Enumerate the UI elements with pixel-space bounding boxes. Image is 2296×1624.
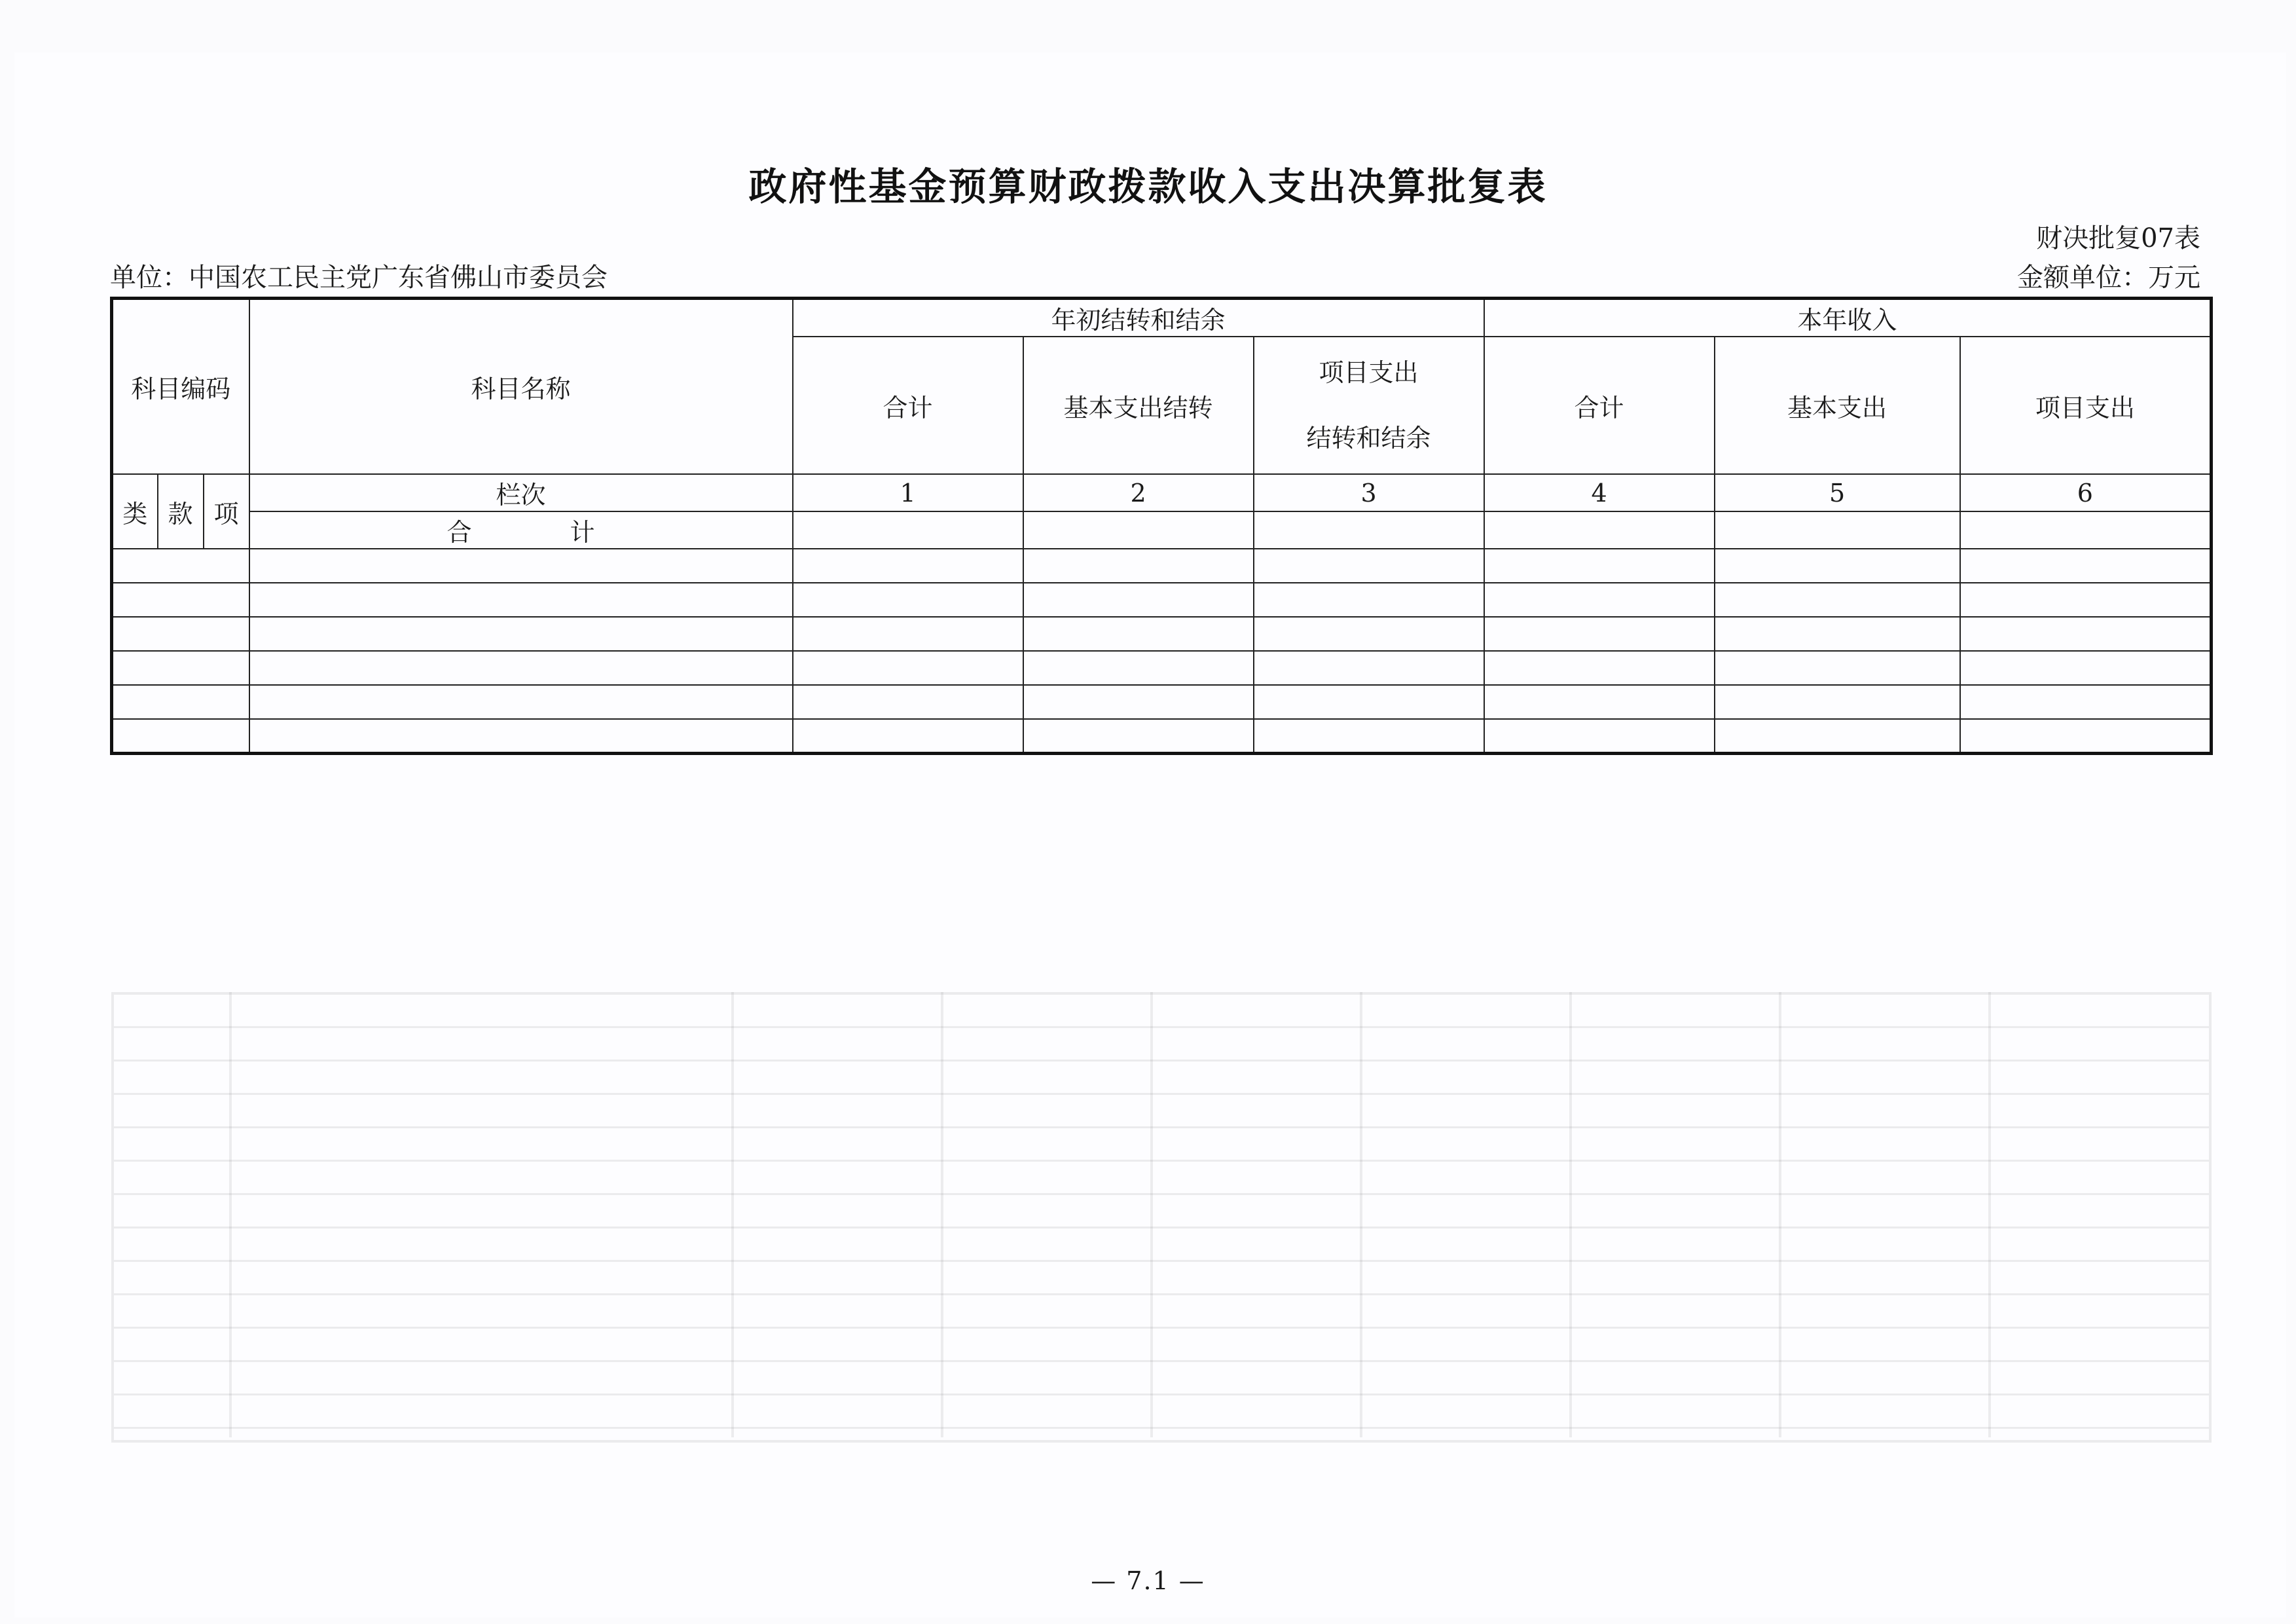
header-subject-code: 科目编码 bbox=[112, 299, 249, 475]
header-carry-total: 合计 bbox=[793, 337, 1023, 474]
table-cell bbox=[1023, 511, 1254, 549]
table-row bbox=[112, 651, 2212, 685]
form-number: 财决批复07表 bbox=[2036, 223, 2200, 253]
header-xiang: 项 bbox=[204, 474, 249, 549]
table-row bbox=[112, 617, 2212, 651]
table-cell bbox=[1484, 511, 1715, 549]
header-lei: 类 bbox=[112, 474, 158, 549]
header-project-carry-line2: 结转和结余 bbox=[1306, 424, 1431, 452]
header-group-carryover: 年初结转和结余 bbox=[793, 299, 1484, 337]
approval-table bbox=[110, 297, 2213, 755]
header-project-carry-line1: 项目支出 bbox=[1319, 358, 1419, 387]
header-group-income: 本年收入 bbox=[1484, 299, 2212, 337]
header-income-total: 合计 bbox=[1484, 337, 1715, 474]
reporting-unit: 单位：中国农工民主党广东省佛山市委员会 bbox=[110, 263, 608, 293]
table-row bbox=[112, 685, 2212, 719]
header-basic-expense: 基本支出 bbox=[1715, 337, 1960, 474]
reverse-side-columns bbox=[111, 992, 2206, 1437]
header-subject-name: 科目名称 bbox=[249, 299, 793, 475]
header-project-expense: 项目支出 bbox=[1960, 337, 2212, 474]
table-cell bbox=[1960, 511, 2212, 549]
row-index-label: 栏次 bbox=[249, 474, 793, 511]
col-number-2: 2 bbox=[1023, 474, 1254, 511]
col-number-6: 6 bbox=[1960, 474, 2212, 511]
document-title: 政府性基金预算财政拨款收入支出决算批复表 bbox=[748, 164, 1548, 209]
col-number-4: 4 bbox=[1484, 474, 1715, 511]
total-label-part-b: 计 bbox=[570, 518, 595, 547]
table-cell bbox=[793, 511, 1023, 549]
col-number-1: 1 bbox=[793, 474, 1023, 511]
amount-unit: 金额单位：万元 bbox=[2017, 263, 2200, 293]
header-project-carry bbox=[1254, 337, 1484, 474]
total-label-part-a: 合 bbox=[446, 518, 472, 547]
table-row bbox=[112, 549, 2212, 583]
header-basic-carry: 基本支出结转 bbox=[1023, 337, 1254, 474]
header-kuan: 款 bbox=[158, 474, 204, 549]
total-row-label bbox=[249, 511, 793, 549]
table-cell bbox=[1715, 511, 1960, 549]
table-cell bbox=[1254, 511, 1484, 549]
page-number: — 7.1 — bbox=[1091, 1566, 1205, 1595]
col-number-5: 5 bbox=[1715, 474, 1960, 511]
table-row bbox=[112, 583, 2212, 617]
col-number-3: 3 bbox=[1254, 474, 1484, 511]
table-row bbox=[112, 719, 2212, 753]
